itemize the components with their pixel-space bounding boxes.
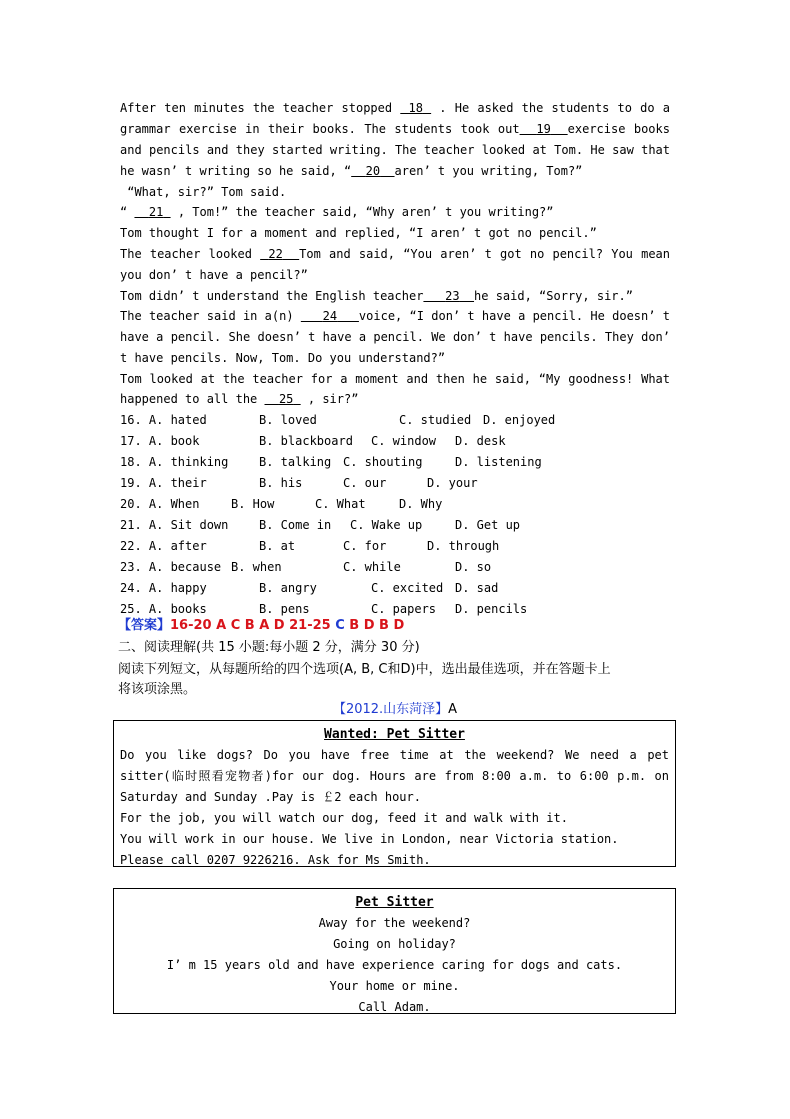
- option-a: 24. A. happy: [120, 581, 207, 595]
- option-b: B. blackboard: [259, 434, 353, 448]
- ad-line: I’ m 15 years old and have experience caring for dogs and cats.: [166, 958, 623, 972]
- passage-line-3: “ 21 , Tom!” the teacher said, “Why aren’ t you writing?”: [120, 205, 554, 219]
- option-d: D. sad: [455, 581, 499, 595]
- passage-paragraph-7: The teacher said in a(n) 24 voice, “I don’ t have a pencil. He doesn’ t have a pencil. She doesn’ t have a pencil. We don’ t have pencils. They don’ t have pencils. Now, Tom. Do you understand?”: [120, 309, 670, 365]
- blank-22: 22: [268, 247, 283, 261]
- option-b: B. loved: [259, 413, 317, 427]
- option-a: 19. A. their: [120, 476, 207, 490]
- option-d: D. Why: [399, 497, 443, 511]
- option-d: D. through: [427, 539, 500, 553]
- ad-paragraph: For the job, you will watch our dog, feed it and walk with it.: [120, 811, 568, 825]
- option-c: C. What: [315, 497, 366, 511]
- ad-body: [114, 745, 675, 871]
- option-c: C. studied: [399, 413, 472, 427]
- passage-line-2: “What, sir?” Tom said.: [120, 185, 287, 199]
- option-c: C. excited: [371, 581, 444, 595]
- option-c: C. window: [371, 434, 437, 448]
- passage-text: exercise books and pencils and they started writing. The teacher looked at Tom. He saw that he wasn’ t writing so he said, “: [120, 122, 670, 178]
- section-instruction: 阅读下列短文，从每题所给的四个选项(A, B, C和D)中，选出最佳选项，并在答题卡上: [118, 662, 611, 677]
- option-a: 21. A. Sit down: [120, 518, 229, 532]
- passage-text: . He asked the students to do a grammar exercise in their books. The students took out: [120, 101, 670, 136]
- section-instruction-cont: 将该项涂黑。: [118, 682, 197, 697]
- ad-paragraph: You will work in our house. We live in London, near Victoria station.: [120, 832, 619, 846]
- passage-line-6: Tom didn’ t understand the English teacher 23 he said, “Sorry, sir.”: [120, 289, 633, 303]
- option-b: B. How: [231, 497, 275, 511]
- ad-title: Wanted: Pet Sitter: [324, 727, 465, 742]
- answer-line: [118, 616, 404, 636]
- option-a: 18. A. thinking: [120, 455, 229, 469]
- option-c: C. papers: [371, 602, 437, 616]
- option-b: B. at: [259, 539, 296, 553]
- section-heading: 二、阅读理解(共 15 小题:每小题 2 分，满分 30 分): [118, 640, 420, 655]
- ad-paragraph: Do you like dogs? Do you have free time at the weekend? We need a pet sitter(临时照看宠物者)for our dog. Hours are from 8:00 a.m. to 6:00 p.m. on Saturday and Sunday .Pay is ￡2 each hour.: [120, 748, 669, 804]
- option-d: D. your: [427, 476, 478, 490]
- option-b: B. when: [231, 560, 282, 574]
- source-label: 【2012.山东菏泽】A: [332, 702, 458, 717]
- option-b: B. his: [259, 476, 303, 490]
- blank-20: 20: [365, 164, 381, 178]
- passage-paragraph-8: Tom looked at the teacher for a moment and then he said, “My goodness! What happened to all the 25 , sir?”: [120, 372, 670, 406]
- ad-contact: Please call 0207 9226216. Ask for Ms Smith.: [120, 853, 431, 867]
- option-d: D. Get up: [455, 518, 521, 532]
- ad-line: Call Adam.: [358, 1000, 431, 1014]
- option-a: 17. A. book: [120, 434, 200, 448]
- passage-line-4: Tom thought I for a moment and replied, “I aren’ t got no pencil.”: [120, 226, 597, 240]
- option-b: B. talking: [259, 455, 332, 469]
- option-a: 23. A. because: [120, 560, 222, 574]
- option-c: C. shouting: [343, 455, 423, 469]
- ad-title: Pet Sitter: [355, 895, 434, 910]
- option-a: 22. A. after: [120, 539, 207, 553]
- blank-25: 25: [278, 392, 294, 406]
- option-d: D. pencils: [455, 602, 528, 616]
- ad-box-pet-sitter: [113, 888, 676, 1014]
- answer-tag: 【答案】: [118, 618, 171, 633]
- option-b: B. angry: [259, 581, 317, 595]
- option-a: 20. A. When: [120, 497, 200, 511]
- option-c: C. our: [343, 476, 387, 490]
- blank-19: 19: [536, 122, 551, 136]
- option-b: B. pens: [259, 602, 310, 616]
- ad-box-wanted: [113, 720, 676, 867]
- option-a: 16. A. hated: [120, 413, 207, 427]
- option-c: C. for: [343, 539, 387, 553]
- blank-21: 21: [148, 205, 164, 219]
- option-d: D. desk: [455, 434, 506, 448]
- ad-body: [114, 913, 675, 1018]
- ad-line: Going on holiday?: [333, 937, 456, 951]
- blank-23: 23: [445, 289, 460, 303]
- option-b: B. Come in: [259, 518, 332, 532]
- answer-keys: 16-20 A C B A D 21-25 C B D B D: [170, 618, 405, 633]
- passage-paragraph-1: [120, 98, 670, 182]
- option-c: C. Wake up: [350, 518, 423, 532]
- passage-text: After ten minutes the teacher stopped: [120, 101, 401, 115]
- option-d: D. so: [455, 560, 492, 574]
- ad-line: Your home or mine.: [329, 979, 460, 993]
- blank-24: 24: [322, 309, 338, 323]
- option-a: 25. A. books: [120, 602, 207, 616]
- passage-text: aren’ t you writing, Tom?”: [394, 164, 583, 178]
- option-d: D. enjoyed: [483, 413, 556, 427]
- option-d: D. listening: [455, 455, 542, 469]
- blank-18: 18: [408, 101, 423, 115]
- ad-line: Away for the weekend?: [318, 916, 471, 930]
- passage-paragraph-5: The teacher looked 22 Tom and said, “You aren’ t got no pencil? You mean you don’ t have a pencil?”: [120, 247, 670, 282]
- option-c: C. while: [343, 560, 401, 574]
